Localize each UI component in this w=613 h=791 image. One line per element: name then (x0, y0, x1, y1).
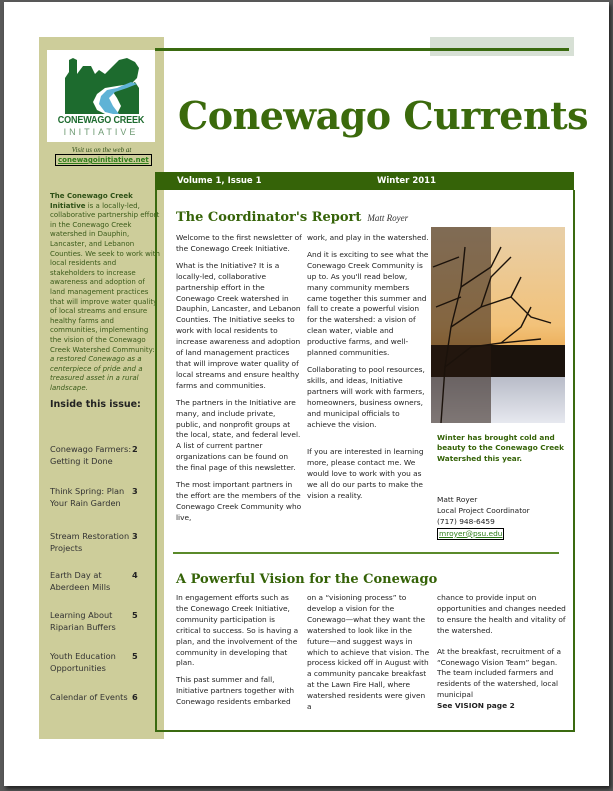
toc-item[interactable] (50, 691, 156, 703)
contact-block (437, 495, 530, 540)
toc-page: 3 (132, 486, 138, 496)
winter-tree-photo-icon (431, 227, 565, 423)
toc-page: 6 (132, 692, 138, 702)
toc-title: Earth Day at Aberdeen Mills (50, 570, 111, 592)
paragraph: Collaborating to pool resources, skills, and ideas, Initiative partners will work with farmers, homeowners, business owners, and municipal officials to achieve the vision. (307, 364, 425, 429)
section-divider (173, 552, 559, 554)
toc-item[interactable] (50, 443, 156, 467)
toc-page: 5 (132, 610, 138, 620)
author-byline: Matt Royer (367, 213, 409, 223)
contact-phone: (717) 948-6459 (437, 516, 495, 526)
photo-caption: Winter has brought cold and beauty to the Conewago Creek Watershed this year. (437, 433, 564, 463)
logo-subtitle: INITIATIVE (63, 127, 139, 137)
paragraph: work, and play in the watershed. (307, 233, 429, 242)
toc-title: Youth Education Opportunities (50, 651, 116, 673)
intro-blurb (50, 192, 160, 393)
paragraph: The most important partners in the effort are the members of the Conewago Creek Community who live, (176, 480, 302, 522)
vision-column-2 (307, 593, 431, 719)
logo (47, 50, 155, 142)
toc-title: Conewago Farmers: Getting it Done (50, 444, 132, 466)
toc-page: 2 (132, 444, 138, 454)
coordinator-heading (176, 210, 408, 225)
paragraph: Welcome to the first newsletter of the Conewago Creek Initiative. (176, 233, 302, 253)
header-rule (155, 48, 569, 51)
paragraph: If you are interested in learning more, please contact me. We would love to work with you as we all do our parts to make the vision a reality. (307, 447, 424, 501)
contact-role: Local Project Coordinator (437, 505, 530, 515)
toc-item[interactable] (50, 530, 156, 554)
toc-item[interactable] (50, 650, 156, 674)
toc-title: Learning About Riparian Buffers (50, 610, 116, 632)
paragraph: chance to provide input on opportunities and changes needed to ensure the health and vitality of the watershed. (437, 593, 566, 635)
logo-landscape-icon (47, 52, 155, 116)
volume-issue: Volume 1, Issue 1 (177, 176, 262, 186)
contact-name: Matt Royer (437, 495, 478, 504)
vision-column-3 (437, 593, 567, 712)
toc-page: 4 (132, 570, 138, 580)
paragraph: At the breakfast, recruitment of a “Conewago Vision Team” began. The team included farmers and residents of the watershed, local municipal (437, 646, 561, 700)
issue-season: Winter 2011 (377, 176, 436, 186)
toc-title: Stream Restoration Projects (50, 531, 130, 553)
winter-sunset-photo (431, 227, 565, 423)
toc-title: Calendar of Events (50, 692, 128, 702)
paragraph: The partners in the Initiative are many, and include private, public, and nonprofit groups at the local, state, and federal level. A list of current partner organizations can be found on the final page of this newsletter. (176, 397, 301, 473)
website-link[interactable]: conewagoinitiative.net (55, 154, 152, 166)
paragraph: This past summer and fall, Initiative partners together with Conewago residents embarked (176, 675, 295, 707)
coordinator-column-2 (307, 233, 429, 508)
toc-item[interactable] (50, 569, 156, 593)
toc-title: Think Spring: Plan Your Rain Garden (50, 486, 125, 508)
coordinator-column-1 (176, 233, 302, 530)
toc-page: 3 (132, 531, 138, 541)
toc-page: 5 (132, 651, 138, 661)
paragraph: What is the Initiative? It is a locally-led, collaborative partnership effort in the Conewago Creek watershed in Dauphin, Lancaster, and Lebanon Counties. The Initiative seeks to work with local residents to increase awareness and adoption of land management practices that will improve water quality of local streams and ensure healthy farms and communities. (176, 260, 301, 390)
logo-name: CONEWAGO CREEK (57, 114, 145, 126)
intro-bold: The Conewago Creek Initiative (50, 192, 133, 210)
toc-item[interactable] (50, 485, 156, 509)
intro-text: is a locally-led, collaborative partnership effort in the Conewago Creek watershed in Dauphin, Lancaster, and Lebanon Counties. We seek to work with local residents and stakeholders to increase awareness and adoption of land management practices that will improve water quality of local streams and ensure healthy farms and communities, implementing the vision of the Conewago Creek Watershed Community: (50, 201, 160, 354)
intro-italic: a restored Conewago as a centerpiece of pride and a treasured asset in a rural landscape. (50, 355, 143, 392)
coordinator-title: The Coordinator's Report (176, 210, 362, 225)
vision-heading: A Powerful Vision for the Conewago (176, 572, 438, 587)
vision-column-1 (176, 593, 302, 714)
issue-bar (155, 172, 574, 190)
paragraph: In engagement efforts such as the Conewago Creek Initiative, community participation is critical to success. So is having a plan, and the involvement of the community in developing that plan. (176, 593, 299, 668)
paragraph: on a “visioning process” to develop a vision for the Conewago—what they want the watershed to look like in the future—and suggest ways in which to achieve that vision. The process kicked off in August with a community pancake breakfast at the Lawn Fire Hall, where watershed residents were given a (307, 593, 430, 712)
header-accent-block (430, 37, 574, 56)
visit-text: Visit us on the web at (71, 146, 132, 154)
toc-item[interactable] (50, 609, 156, 633)
paragraph: And it is exciting to see what the Conewago Creek Community is up to. As you'll read below, many community members came together this summer and fall to create a powerful vision for the watershed: a vision of clean water, viable and productive farms, and well-planned communities. (307, 249, 429, 358)
continued-link[interactable]: See VISION page 2 (437, 701, 515, 711)
contact-email-link[interactable]: mroyer@psu.edu (439, 528, 503, 538)
inside-issue-title: Inside this issue: (50, 399, 141, 410)
newsletter-title: Conewago Currents (178, 93, 589, 138)
